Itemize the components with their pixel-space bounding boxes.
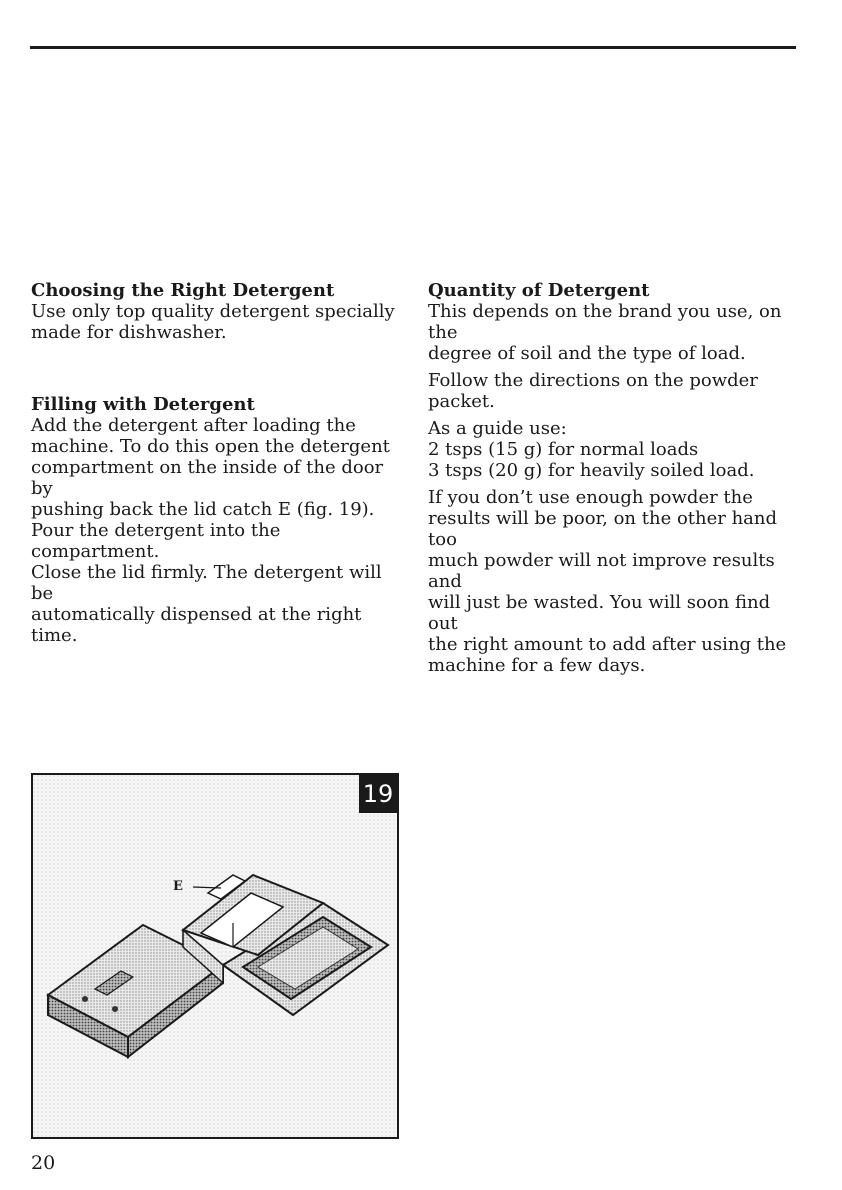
text-line: machine. To do this open the detergent xyxy=(31,436,390,457)
right-column xyxy=(428,280,800,676)
section-heading-filling-detergent: Filling with Detergent xyxy=(31,394,255,415)
paragraph-brand xyxy=(428,301,800,364)
text-line: compartment on the inside of the door by xyxy=(31,457,384,499)
text-line: 2 tsps (15 g) for normal loads xyxy=(428,439,699,460)
text-line: As a guide use: xyxy=(428,418,567,439)
text-line: made for dishwasher. xyxy=(31,322,227,343)
left-column xyxy=(31,280,403,646)
paragraph-filling-detergent xyxy=(31,415,403,646)
text-line: If you don’t use enough powder the xyxy=(428,487,753,508)
top-rule xyxy=(30,46,796,49)
text-line: This depends on the brand you use, on the xyxy=(428,301,782,343)
text-line: Pour the detergent into the compartment. xyxy=(31,520,281,562)
text-line: automatically dispensed at the right time. xyxy=(31,604,362,646)
text-line: Close the lid firmly. The detergent will be xyxy=(31,562,382,604)
callout-label-e: E xyxy=(173,879,183,894)
section-heading-quantity-detergent: Quantity of Detergent xyxy=(428,280,650,301)
detergent-dispenser-illustration xyxy=(33,775,397,1137)
text-line: Use only top quality detergent specially xyxy=(31,301,395,322)
text-line: the right amount to add after using the xyxy=(428,634,787,655)
text-line: machine for a few days. xyxy=(428,655,646,676)
figure-19-detergent-dispenser xyxy=(31,773,399,1139)
paragraph-amount xyxy=(428,487,800,676)
text-line: Follow the directions on the powder xyxy=(428,370,758,391)
text-line: packet. xyxy=(428,391,495,412)
text-line: degree of soil and the type of load. xyxy=(428,343,746,364)
figure-number-badge: 19 xyxy=(359,775,397,813)
page-number: 20 xyxy=(31,1152,56,1174)
text-line: 3 tsps (20 g) for heavily soiled load. xyxy=(428,460,755,481)
text-line: results will be poor, on the other hand too xyxy=(428,508,778,550)
text-line: much powder will not improve results and xyxy=(428,550,775,592)
text-line: will just be wasted. You will soon find out xyxy=(428,592,771,634)
paragraph-choosing-detergent xyxy=(31,301,403,343)
paragraph-guide xyxy=(428,418,800,481)
section-heading-choosing-detergent: Choosing the Right Detergent xyxy=(31,280,335,301)
text-line: Add the detergent after loading the xyxy=(31,415,356,436)
text-line: pushing back the lid catch E (fig. 19). xyxy=(31,499,375,520)
paragraph-directions xyxy=(428,370,800,412)
